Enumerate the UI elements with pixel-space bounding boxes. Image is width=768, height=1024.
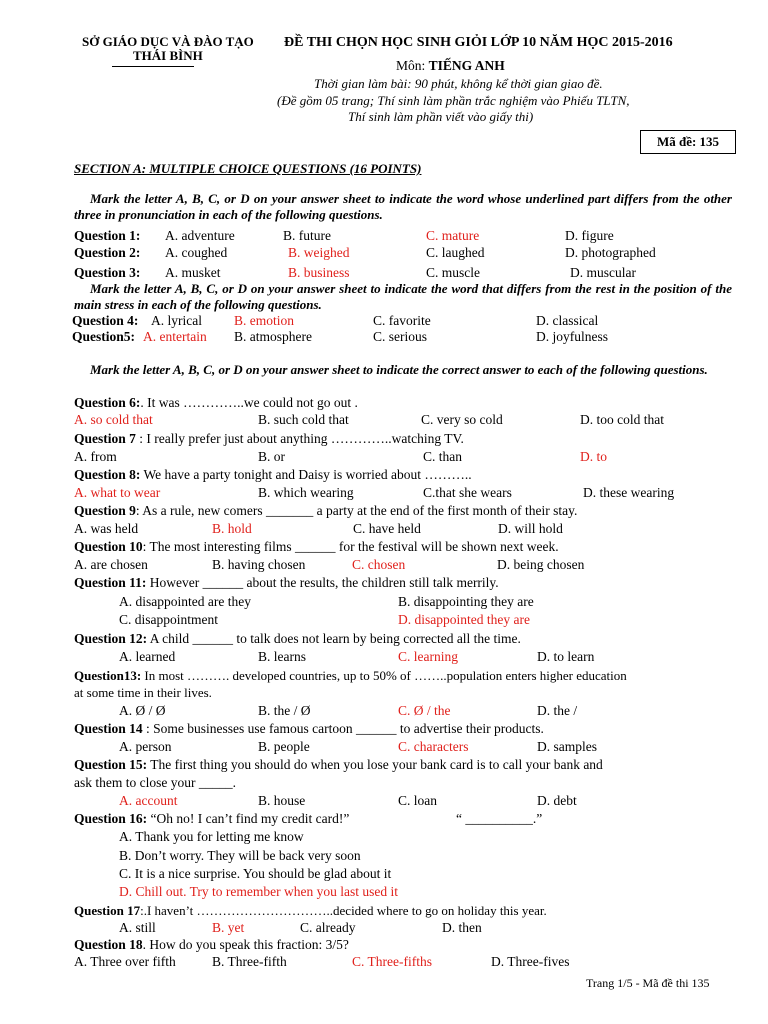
q18-option-c[interactable]: C. Three-fifths [352, 954, 432, 969]
q13-label: Question13: [74, 668, 142, 683]
exam-title: ĐỀ THI CHỌN HỌC SINH GIỎI LỚP 10 NĂM HỌC 2015-2016 [284, 35, 673, 50]
province-name: THÁI BÌNH [133, 48, 203, 63]
q12-text: A child ______ to talk does not learn by being corrected all the time. [147, 631, 521, 646]
q3-option-b[interactable]: B. business [288, 265, 350, 280]
q12-option-c[interactable]: C. learning [398, 649, 458, 664]
q4-option-b[interactable]: B. emotion [234, 313, 294, 328]
q7-option-d[interactable]: D. to [580, 449, 607, 464]
q18-stem [74, 937, 349, 953]
q13-stem [74, 668, 627, 684]
page-footer: Trang 1/5 - Mã đề thi 135 [586, 976, 710, 990]
q5-option-c[interactable]: C. serious [373, 329, 427, 344]
q12-label: Question 12: [74, 631, 148, 646]
q3-label: Question 3: [74, 265, 141, 280]
q11-label: Question 11: [74, 575, 147, 590]
q6-option-c[interactable]: C. very so cold [421, 412, 503, 427]
q9-label: Question 9 [74, 503, 136, 518]
q10-option-b[interactable]: B. having chosen [212, 557, 306, 572]
q2-option-a[interactable]: A. coughed [165, 245, 228, 260]
q16-stem [74, 811, 349, 827]
header-underline [112, 66, 194, 67]
note-line-2: Thí sinh làm phần viết vào giấy thi) [348, 109, 534, 124]
q9-option-d[interactable]: D. will hold [498, 521, 563, 536]
q14-stem [74, 721, 544, 737]
q7-option-b[interactable]: B. or [258, 449, 285, 464]
q11-option-d[interactable]: D. disappointed they are [398, 612, 530, 627]
q17-option-b[interactable]: B. yet [212, 920, 245, 935]
q12-option-b[interactable]: B. learns [258, 649, 306, 664]
q16-option-c[interactable]: C. It is a nice surprise. You should be glad about it [119, 866, 392, 881]
q13-text: In most ………. developed countries, up to 50% of ……..population enters higher education [141, 668, 627, 683]
q7-stem [74, 431, 464, 447]
instruction-pronunciation: Mark the letter A, B, C, or D on your answer sheet to indicate the word whose underlined part differs from the other three in pronunciation in each of the following questions. [74, 191, 732, 222]
q9-option-b[interactable]: B. hold [212, 521, 252, 536]
q8-option-b[interactable]: B. which wearing [258, 485, 354, 500]
q17-text: :.I haven’t …………………………..decided where to go on holiday this year. [140, 903, 547, 918]
q4-option-c[interactable]: C. favorite [373, 313, 431, 328]
q8-text: We have a party tonight and Daisy is worried about ……….. [140, 467, 472, 482]
q4-option-d[interactable]: D. classical [536, 313, 599, 328]
q10-label: Question 10 [74, 539, 143, 554]
q8-label: Question 8: [74, 467, 141, 482]
q4-option-a[interactable]: A. lyrical [151, 313, 202, 328]
q10-text: : The most interesting films ______ for the festival will be shown next week. [142, 539, 559, 554]
q8-option-d[interactable]: D. these wearing [583, 485, 675, 500]
q2-option-b[interactable]: B. weighed [288, 245, 350, 260]
q13-option-b[interactable]: B. the / Ø [258, 703, 311, 718]
q1-label: Question 1: [74, 228, 141, 243]
q15-option-c[interactable]: C. loan [398, 793, 437, 808]
q15-label: Question 15: [74, 757, 148, 772]
q18-option-a[interactable]: A. Three over fifth [74, 954, 176, 969]
q7-option-a[interactable]: A. from [74, 449, 117, 464]
q11-option-c[interactable]: C. disappointment [119, 612, 218, 627]
q7-label: Question 7 [74, 431, 136, 446]
q7-text: : I really prefer just about anything …………..watching TV. [135, 431, 464, 446]
instruction-stress: Mark the letter A, B, C, or D on your answer sheet to indicate the word that differs from the rest in the position of the main stress in each of the following questions. [74, 281, 732, 312]
q13-option-d[interactable]: D. the / [537, 703, 578, 718]
q10-option-c[interactable]: C. chosen [352, 557, 406, 572]
q5-option-d[interactable]: D. joyfulness [536, 329, 608, 344]
q15-stem [74, 757, 603, 773]
q3-option-c[interactable]: C. muscle [426, 265, 480, 280]
q18-label: Question 18 [74, 937, 143, 952]
q14-option-b[interactable]: B. people [258, 739, 310, 754]
q5-option-a[interactable]: A. entertain [143, 329, 207, 344]
q18-option-b[interactable]: B. Three-fifth [212, 954, 287, 969]
q15-option-a[interactable]: A. account [119, 793, 178, 808]
q6-label: Question 6: [74, 395, 141, 410]
subject-label: Môn: [396, 58, 426, 73]
q17-option-c[interactable]: C. already [300, 920, 356, 935]
q18-option-d[interactable]: D. Three-fives [491, 954, 570, 969]
q14-text: : Some businesses use famous cartoon ______ to advertise their products. [142, 721, 544, 736]
q15-text: The first thing you should do when you lose your bank card is to call your bank and [147, 757, 603, 772]
q17-option-a[interactable]: A. still [119, 920, 156, 935]
q11-stem [74, 575, 499, 591]
q4-label: Question 4: [72, 313, 139, 328]
q12-option-d[interactable]: D. to learn [537, 649, 595, 664]
q17-stem [74, 903, 547, 919]
exam-code-box: Mã đề: 135 [640, 130, 736, 154]
q8-option-c[interactable]: C.that she wears [423, 485, 512, 500]
q7-option-c[interactable]: C. than [423, 449, 462, 464]
q6-option-a[interactable]: A. so cold that [74, 412, 153, 427]
q17-label: Question 17 [74, 903, 141, 918]
instruction-correct: Mark the letter A, B, C, or D on your answer sheet to indicate the correct answer to each of the following questions. [90, 362, 708, 377]
q13-option-a[interactable]: A. Ø / Ø [119, 703, 166, 718]
q12-option-a[interactable]: A. learned [119, 649, 176, 664]
q1-option-a[interactable]: A. adventure [165, 228, 235, 243]
q15-text-2: ask them to close your _____. [74, 775, 236, 790]
q9-option-c[interactable]: C. have held [353, 521, 421, 536]
q16-text: “Oh no! I can’t find my credit card!” [147, 811, 350, 826]
subject-line [396, 58, 505, 74]
q8-option-a[interactable]: A. what to wear [74, 485, 161, 500]
dept-name: SỞ GIÁO DỤC VÀ ĐÀO TẠO [82, 34, 254, 49]
subject-name: TIẾNG ANH [428, 58, 505, 73]
q10-option-a[interactable]: A. are chosen [74, 557, 148, 572]
q9-option-a[interactable]: A. was held [74, 521, 139, 536]
q8-stem [74, 467, 472, 483]
q10-option-d[interactable]: D. being chosen [497, 557, 585, 572]
q11-option-b[interactable]: B. disappointing they are [398, 594, 534, 609]
q11-text: However ______ about the results, the children still talk merrily. [146, 575, 499, 590]
q18-text: . How do you speak this fraction: 3/5? [142, 937, 349, 952]
q9-text: : As a rule, new comers _______ a party at the end of the first month of their stay. [135, 503, 578, 518]
q14-option-c[interactable]: C. characters [398, 739, 469, 754]
q6-option-b[interactable]: B. such cold that [258, 412, 349, 427]
note-line-1: (Đề gồm 05 trang; Thí sinh làm phần trắc nghiệm vào Phiếu TLTN, [277, 93, 630, 108]
q9-stem [74, 503, 577, 519]
q6-stem [74, 395, 358, 411]
q16-option-b[interactable]: B. Don’t worry. They will be back very soon [119, 848, 361, 863]
q3-option-a[interactable]: A. musket [165, 265, 221, 280]
q11-option-a[interactable]: A. disappointed are they [119, 594, 251, 609]
q16-option-a[interactable]: A. Thank you for letting me know [119, 829, 304, 844]
q1-option-b[interactable]: B. future [283, 228, 331, 243]
q5-option-b[interactable]: B. atmosphere [234, 329, 312, 344]
q2-option-c[interactable]: C. laughed [426, 245, 485, 260]
time-note: Thời gian làm bài: 90 phút, không kể thời gian giao đề. [314, 76, 603, 91]
q16-label: Question 16: [74, 811, 148, 826]
q16-reply-blank: “ __________.” [456, 811, 543, 826]
q13-option-c[interactable]: C. Ø / the [398, 703, 451, 718]
q1-option-c[interactable]: C. mature [426, 228, 480, 243]
q14-option-a[interactable]: A. person [119, 739, 172, 754]
q6-option-d[interactable]: D. too cold that [580, 412, 664, 427]
q2-label: Question 2: [74, 245, 141, 260]
q15-option-b[interactable]: B. house [258, 793, 306, 808]
q12-stem [74, 631, 521, 647]
q2-option-d[interactable]: D. photographed [565, 245, 656, 260]
q1-option-d[interactable]: D. figure [565, 228, 614, 243]
q5-label: Question5: [72, 329, 136, 344]
q16-option-d[interactable]: D. Chill out. Try to remember when you last used it [119, 884, 398, 899]
q13-text-2: at some time in their lives. [74, 685, 212, 700]
section-title: SECTION A: MULTIPLE CHOICE QUESTIONS (16 POINTS) [74, 161, 422, 176]
q10-stem [74, 539, 559, 555]
q14-label: Question 14 [74, 721, 143, 736]
q3-option-d[interactable]: D. muscular [570, 265, 636, 280]
q15-option-d[interactable]: D. debt [537, 793, 577, 808]
q6-text: . It was …………..we could not go out . [140, 395, 358, 410]
q14-option-d[interactable]: D. samples [537, 739, 597, 754]
q17-option-d[interactable]: D. then [442, 920, 482, 935]
